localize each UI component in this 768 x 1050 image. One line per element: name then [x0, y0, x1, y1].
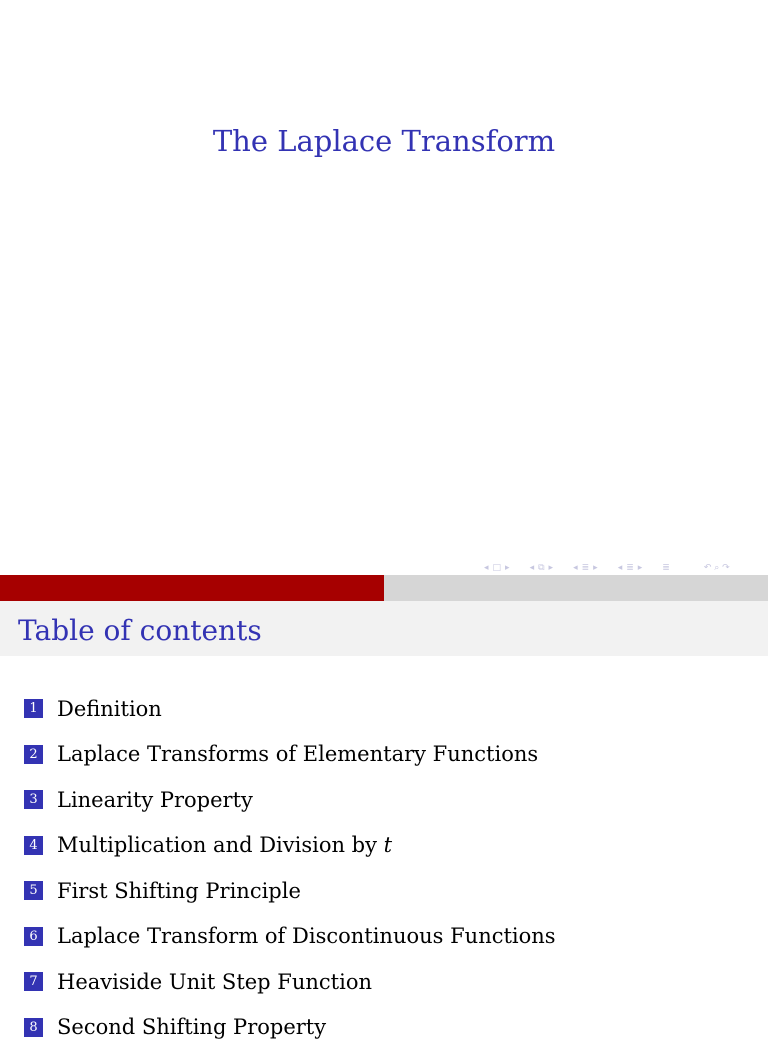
toc-item-label[interactable] [57, 833, 392, 857]
table-of-contents [24, 686, 764, 1050]
subsection-icon[interactable]: ⧉ [538, 563, 544, 573]
toc-item-label[interactable] [57, 788, 253, 812]
toc-item-label[interactable] [57, 879, 301, 903]
toc-item-text: Heaviside Unit Step Function [57, 970, 372, 994]
nav-appendix-group[interactable] [660, 563, 672, 573]
toc-item[interactable] [24, 777, 764, 823]
toc-item[interactable] [24, 732, 764, 778]
toc-item-number: 2 [24, 745, 43, 764]
toc-item-text: Multiplication and Division by [57, 833, 384, 857]
nav-right-arrow-icon[interactable]: ▸ [505, 563, 510, 573]
toc-item-math: t [384, 833, 392, 857]
toc-item-label[interactable] [57, 1015, 326, 1039]
progress-bar-fill [0, 575, 384, 601]
search-back-forward-icon[interactable]: ↶ ⌕ ↷ [704, 563, 730, 573]
nav-document-group[interactable] [616, 563, 645, 573]
toc-item-label[interactable] [57, 970, 372, 994]
toc-item-text: Definition [57, 697, 162, 721]
nav-right-arrow-icon[interactable]: ▸ [549, 563, 554, 573]
toc-item-text: First Shifting Principle [57, 879, 301, 903]
toc-item-text: Linearity Property [57, 788, 253, 812]
nav-left-arrow-icon[interactable]: ◂ [618, 563, 623, 573]
toc-item-label[interactable] [57, 697, 162, 721]
toc-item-number: 4 [24, 836, 43, 855]
toc-item-text: Laplace Transforms of Elementary Functions [57, 742, 538, 766]
document-icon[interactable]: ≣ [626, 563, 634, 573]
beamer-navigation-bar [482, 560, 732, 576]
nav-frame-group[interactable] [482, 563, 512, 573]
toc-item-number: 5 [24, 881, 43, 900]
toc-item[interactable] [24, 823, 764, 869]
toc-item[interactable] [24, 686, 764, 732]
frame-icon[interactable]: □ [493, 563, 502, 573]
toc-heading: Table of contents [18, 614, 262, 647]
slide-title: The Laplace Transform [0, 124, 768, 158]
toc-item-label[interactable] [57, 742, 538, 766]
frame-title-bar [0, 601, 768, 656]
toc-item-number: 7 [24, 972, 43, 991]
nav-section-group[interactable] [571, 563, 600, 573]
nav-right-arrow-icon[interactable]: ▸ [638, 563, 643, 573]
toc-item-text: Second Shifting Property [57, 1015, 326, 1039]
toc-item-number: 1 [24, 699, 43, 718]
toc-item-number: 6 [24, 927, 43, 946]
toc-item[interactable] [24, 914, 764, 960]
nav-search-group[interactable] [702, 563, 732, 573]
toc-item-number: 3 [24, 790, 43, 809]
nav-left-arrow-icon[interactable]: ◂ [573, 563, 578, 573]
toc-item-label[interactable] [57, 924, 556, 948]
nav-left-arrow-icon[interactable]: ◂ [484, 563, 489, 573]
appendix-icon[interactable]: ≣ [662, 563, 670, 573]
nav-right-arrow-icon[interactable]: ▸ [593, 563, 598, 573]
toc-item-number: 8 [24, 1018, 43, 1037]
nav-subsection-group[interactable] [528, 563, 556, 573]
progress-bar [0, 575, 768, 601]
nav-left-arrow-icon[interactable]: ◂ [530, 563, 535, 573]
toc-item[interactable] [24, 959, 764, 1005]
toc-item[interactable] [24, 868, 764, 914]
toc-item[interactable] [24, 1005, 764, 1050]
section-icon[interactable]: ≣ [582, 563, 590, 573]
toc-item-text: Laplace Transform of Discontinuous Functions [57, 924, 556, 948]
